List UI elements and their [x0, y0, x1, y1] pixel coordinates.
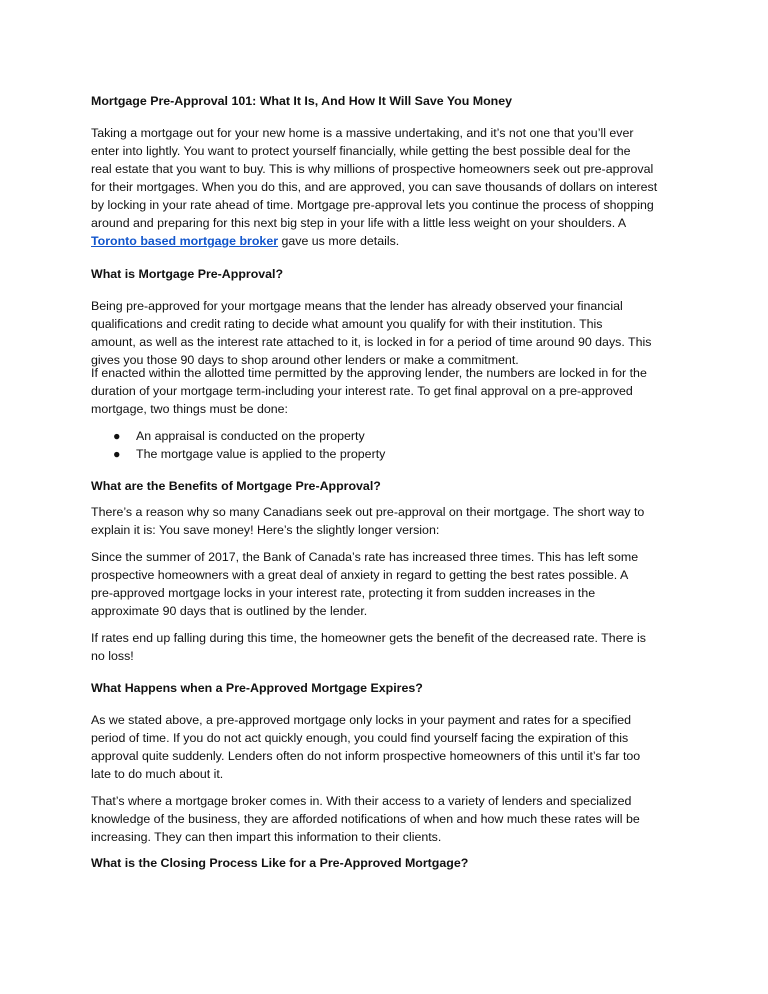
section-heading: What are the Benefits of Mortgage Pre-Approval? [91, 479, 381, 493]
text-line: There’s a reason why so many Canadians seek out pre-approval on their mortgage. The short way to [91, 505, 645, 519]
section-heading: What Happens when a Pre-Approved Mortgage Expires? [91, 681, 423, 695]
paragraph [91, 364, 647, 418]
text-line: approval quite suddenly. Lenders often do not inform prospective homeowners of this until it’s far too [91, 749, 641, 763]
text-line: That’s where a mortgage broker comes in. With their access to a variety of lenders and specialized [91, 794, 632, 808]
text-line: knowledge of the business, they are afforded notifications of when and how much these rates will be [91, 812, 640, 826]
section-heading: What is Mortgage Pre-Approval? [91, 267, 284, 281]
bullet-item [91, 427, 385, 445]
text-line: Since the summer of 2017, the Bank of Canada’s rate has increased three times. This has left some [91, 550, 639, 564]
text-line: increasing. They can then impart this information to their clients. [91, 830, 442, 844]
text-line: for their mortgages. When you do this, and are approved, you can save thousands of dollars on interest [91, 180, 658, 194]
text-fragment: gave us more details. [278, 234, 400, 248]
bullet-icon: ● [113, 447, 121, 461]
paragraph [91, 711, 640, 783]
text-line: duration of your mortgage term-including your interest rate. To get final approval on a pre-approved [91, 384, 633, 398]
text-line: mortgage, two things must be done: [91, 402, 288, 416]
bullet-text: The mortgage value is applied to the property [136, 447, 386, 461]
text-line: If rates end up falling during this time, the homeowner gets the benefit of the decreased rate. There is [91, 631, 646, 645]
paragraph [91, 503, 644, 539]
paragraph [91, 629, 646, 665]
document-title: Mortgage Pre-Approval 101: What It Is, And How It Will Save You Money [91, 94, 512, 108]
text-line: late to do much about it. [91, 767, 224, 781]
text-line: around and preparing for this next big step in your life with a little less weight on your shoulders. A [91, 216, 627, 230]
bullet-item [91, 445, 385, 463]
text-line: pre-approved mortgage locks in your interest rate, protecting it from sudden increases in the [91, 586, 596, 600]
text-line: Taking a mortgage out for your new home is a massive undertaking, and it’s not one that you’ll ever [91, 126, 634, 140]
text-line: by locking in your rate ahead of time. Mortgage pre-approval lets you continue the process of shopping [91, 198, 654, 212]
text-line: real estate that you want to buy. This is why millions of prospective homeowners seek out pre-approval [91, 162, 654, 176]
bullet-list [91, 427, 385, 463]
section-heading: What is the Closing Process Like for a Pre-Approved Mortgage? [91, 856, 469, 870]
intro-paragraph [91, 124, 657, 250]
paragraph [91, 792, 640, 846]
text-line [91, 232, 657, 250]
toronto-broker-link[interactable]: Toronto based mortgage broker [91, 234, 279, 248]
text-line: gives you those 90 days to shop around other lenders or make a commitment. [91, 353, 519, 367]
text-line: amount, as well as the interest rate attached to it, is locked in for a period of time around 90 days. This [91, 335, 652, 349]
paragraph [91, 297, 651, 369]
text-line: If enacted within the allotted time permitted by the approving lender, the numbers are locked in for the [91, 366, 647, 380]
bullet-text: An appraisal is conducted on the property [136, 429, 365, 443]
text-line: Being pre-approved for your mortgage means that the lender has already observed your financial [91, 299, 623, 313]
text-line: period of time. If you do not act quickly enough, you could find yourself facing the expiration of this [91, 731, 629, 745]
bullet-icon: ● [113, 429, 121, 443]
text-line: explain it is: You save money! Here’s the slightly longer version: [91, 523, 440, 537]
text-line: enter into lightly. You want to protect yourself financially, while getting the best possible deal for the [91, 144, 631, 158]
text-line: qualifications and credit rating to decide what amount you qualify for with their institution. This [91, 317, 603, 331]
text-line: As we stated above, a pre-approved mortgage only locks in your payment and rates for a specified [91, 713, 631, 727]
text-line: approximate 90 days that is outlined by the lender. [91, 604, 368, 618]
text-line: prospective homeowners with a great deal of anxiety in regard to getting the best rates possible. A [91, 568, 629, 582]
text-line: no loss! [91, 649, 134, 663]
paragraph [91, 548, 638, 620]
